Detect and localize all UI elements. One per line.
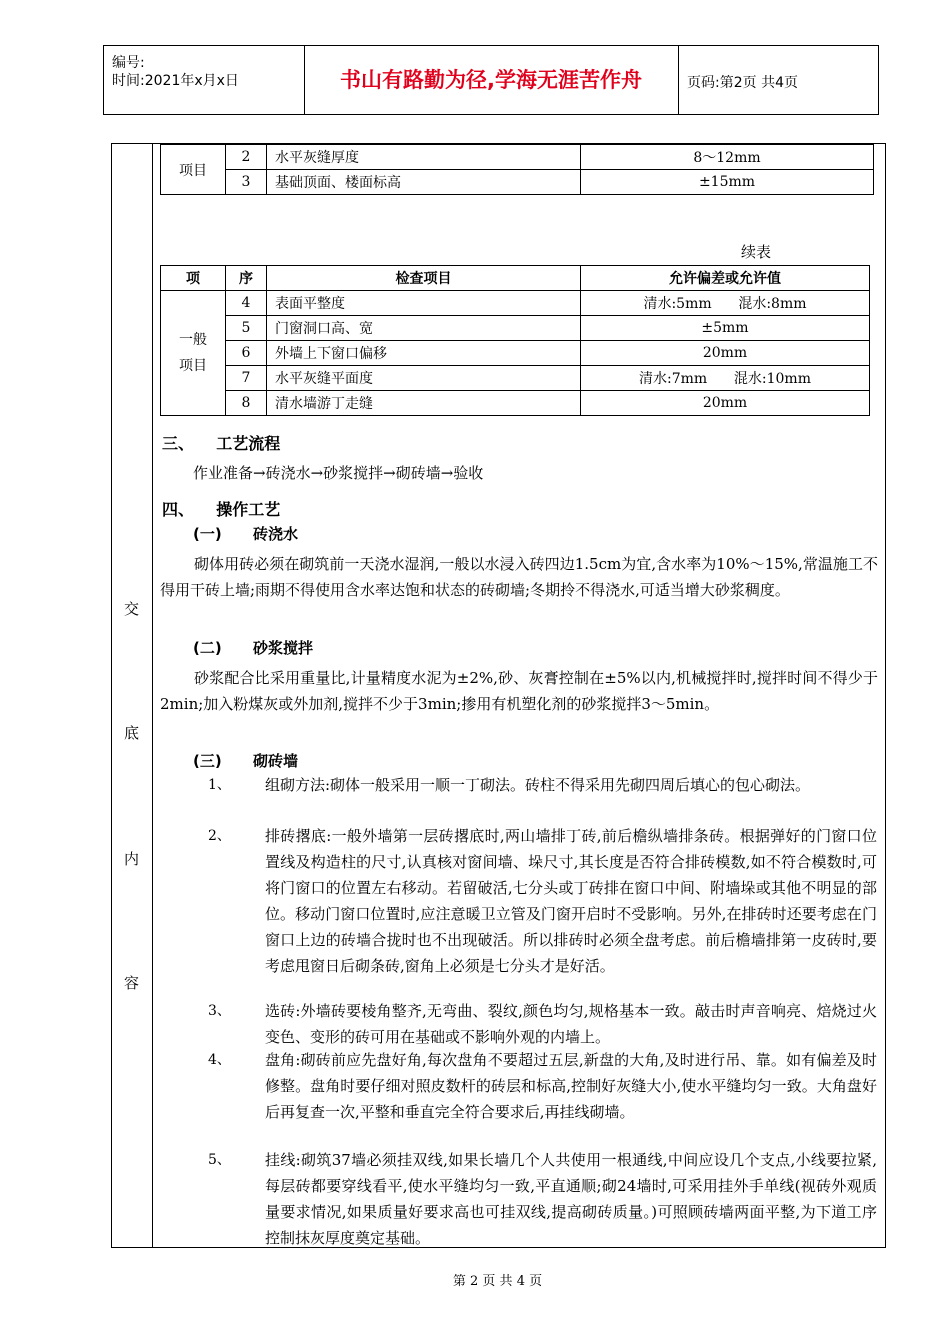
page-footer: 第 2 页 共 4 页 bbox=[452, 1274, 543, 1289]
row-item: 水平灰缝平面度 bbox=[267, 366, 581, 391]
section-title: 四、 操作工艺 bbox=[162, 500, 281, 519]
row-value: 清水:5mm 混水:8mm bbox=[581, 291, 870, 316]
list-item: 挂线:砌筑37墙必须挂双线,如果长墙几个人共使用一根通线,中间应设几个支点,小线要拉紧,每层砖都要穿线看平,使水平缝均匀一致,平直通顺;砌24墙时,可采用挂外手单线(视砖外观质量要求情况,如果质量好要求高也可挂双线,提高砌砖质量。)可照顾砖墙两面平整,为下道工序控制抹灰厚度奠定基础。 bbox=[265, 1151, 877, 1247]
column-header: 项 bbox=[161, 266, 226, 291]
group-label-text: 一般项目 bbox=[179, 332, 207, 374]
side-label-char: 容 bbox=[124, 974, 140, 992]
row-no: 6 bbox=[226, 341, 267, 366]
item-number: 3、 bbox=[208, 1003, 231, 1019]
row-no: 4 bbox=[226, 291, 267, 316]
side-label-char: 内 bbox=[124, 850, 140, 868]
header-motto-cell bbox=[304, 46, 679, 114]
row-item: 表面平整度 bbox=[267, 291, 581, 316]
table-row bbox=[161, 170, 874, 195]
row-item: 外墙上下窗口偏移 bbox=[267, 341, 581, 366]
side-label-char: 底 bbox=[124, 724, 140, 742]
time-label: 时间:2021年x月x日 bbox=[112, 73, 239, 89]
row-no: 7 bbox=[226, 366, 267, 391]
row-item: 基础顶面、楼面标高 bbox=[267, 170, 581, 195]
item-number: 4、 bbox=[208, 1052, 231, 1068]
row-item: 门窗洞口高、宽 bbox=[267, 316, 581, 341]
paragraph: 砂浆配合比采用重量比,计量精度水泥为±2%,砂、灰膏控制在±5%以内,机械搅拌时,搅拌时间不得少于2min;加入粉煤灰或外加剂,搅拌不少于3min;掺用有机塑化剂的砂浆搅拌3～5min。 bbox=[160, 669, 878, 713]
side-label-char: 交 bbox=[124, 600, 140, 618]
list-item: 组砌方法:砌体一般采用一顺一丁砌法。砖柱不得采用先砌四周后填心的包心砌法。 bbox=[265, 776, 811, 794]
document-header bbox=[103, 45, 879, 115]
table-header-row bbox=[161, 266, 870, 291]
tolerance-table-top bbox=[160, 144, 874, 195]
row-no: 5 bbox=[226, 316, 267, 341]
subsection-title: (二) 砂浆搅拌 bbox=[193, 639, 314, 657]
column-header: 序 bbox=[226, 266, 267, 291]
row-no: 8 bbox=[226, 391, 267, 416]
header-page-cell bbox=[679, 46, 878, 114]
row-no: 2 bbox=[226, 145, 267, 170]
motto: 书山有路勤为径,学海无涯苦作舟 bbox=[340, 68, 642, 92]
table-row bbox=[161, 316, 870, 341]
page-info: 页码:第2页 共4页 bbox=[687, 75, 798, 91]
code-label: 编号: bbox=[112, 55, 145, 71]
group-label bbox=[161, 291, 226, 416]
item-number: 2、 bbox=[208, 828, 231, 844]
table-row bbox=[161, 145, 874, 170]
continued-label: 续表 bbox=[741, 243, 772, 261]
column-header: 检查项目 bbox=[267, 266, 581, 291]
row-value: ±15mm bbox=[581, 170, 874, 195]
row-value: ±5mm bbox=[581, 316, 870, 341]
list-item: 选砖:外墙砖要棱角整齐,无弯曲、裂纹,颜色均匀,规格基本一致。敲击时声音响亮、焙烧过火变色、变形的砖可用在基础或不影响外观的内墙上。 bbox=[265, 1002, 877, 1046]
paragraph: 砌体用砖必须在砌筑前一天浇水湿润,一般以水浸入砖四边1.5cm为宜,含水率为10%～15%,常温施工不得用干砖上墙;雨期不得使用含水率达饱和状态的砖砌墙;冬期拎不得浇水,可适当增大砂浆稠度。 bbox=[160, 555, 878, 599]
list-item: 排砖撂底:一般外墙第一层砖撂底时,两山墙排丁砖,前后檐纵墙排条砖。根据弹好的门窗口位置线及构造柱的尺寸,认真核对窗间墙、垛尺寸,其长度是否符合排砖模数,如不符合模数时,可将门窗口的位置左右移动。若留破活,七分头或丁砖排在窗口中间、附墙垛或其他不明显的部位。移动门窗口位置时,应注意暖卫立管及门窗开启时不受影响。另外,在排砖时还要考虑在门窗口上边的砖墙合拢时也不出现破活。所以排砖时必须全盘考虑。前后檐墙排第一皮砖时,要考虑甩窗日后砌条砖,窗角上必须是七分头才是好活。 bbox=[265, 827, 877, 975]
row-value: 清水:7mm 混水:10mm bbox=[581, 366, 870, 391]
table-row bbox=[161, 291, 870, 316]
process-flow: 作业准备→砖浇水→砂浆搅拌→砌砖墙→验收 bbox=[193, 464, 484, 482]
table-row bbox=[161, 391, 870, 416]
row-value: 20mm bbox=[581, 391, 870, 416]
subsection-title: (三) 砌砖墙 bbox=[193, 752, 299, 770]
item-number: 1、 bbox=[208, 777, 231, 793]
row-item: 清水墙游丁走缝 bbox=[267, 391, 581, 416]
table-row bbox=[161, 341, 870, 366]
row-no: 3 bbox=[226, 170, 267, 195]
column-header: 允许偏差或允许值 bbox=[581, 266, 870, 291]
tolerance-table bbox=[160, 265, 870, 416]
side-label-column bbox=[112, 144, 153, 1247]
group-label: 项目 bbox=[161, 145, 226, 195]
row-item: 水平灰缝厚度 bbox=[267, 145, 581, 170]
section-title: 三、 工艺流程 bbox=[162, 434, 281, 453]
subsection-title: (一) 砖浇水 bbox=[193, 525, 299, 543]
row-value: 20mm bbox=[581, 341, 870, 366]
item-number: 5、 bbox=[208, 1152, 231, 1168]
table-row bbox=[161, 366, 870, 391]
row-value: 8～12mm bbox=[581, 145, 874, 170]
list-item: 盘角:砌砖前应先盘好角,每次盘角不要超过五层,新盘的大角,及时进行吊、靠。如有偏差及时修整。盘角时要仔细对照皮数杆的砖层和标高,控制好灰缝大小,使水平缝均匀一致。大角盘好后再复查一次,平整和垂直完全符合要求后,再挂线砌墙。 bbox=[265, 1051, 877, 1121]
header-meta-cell bbox=[104, 46, 305, 114]
